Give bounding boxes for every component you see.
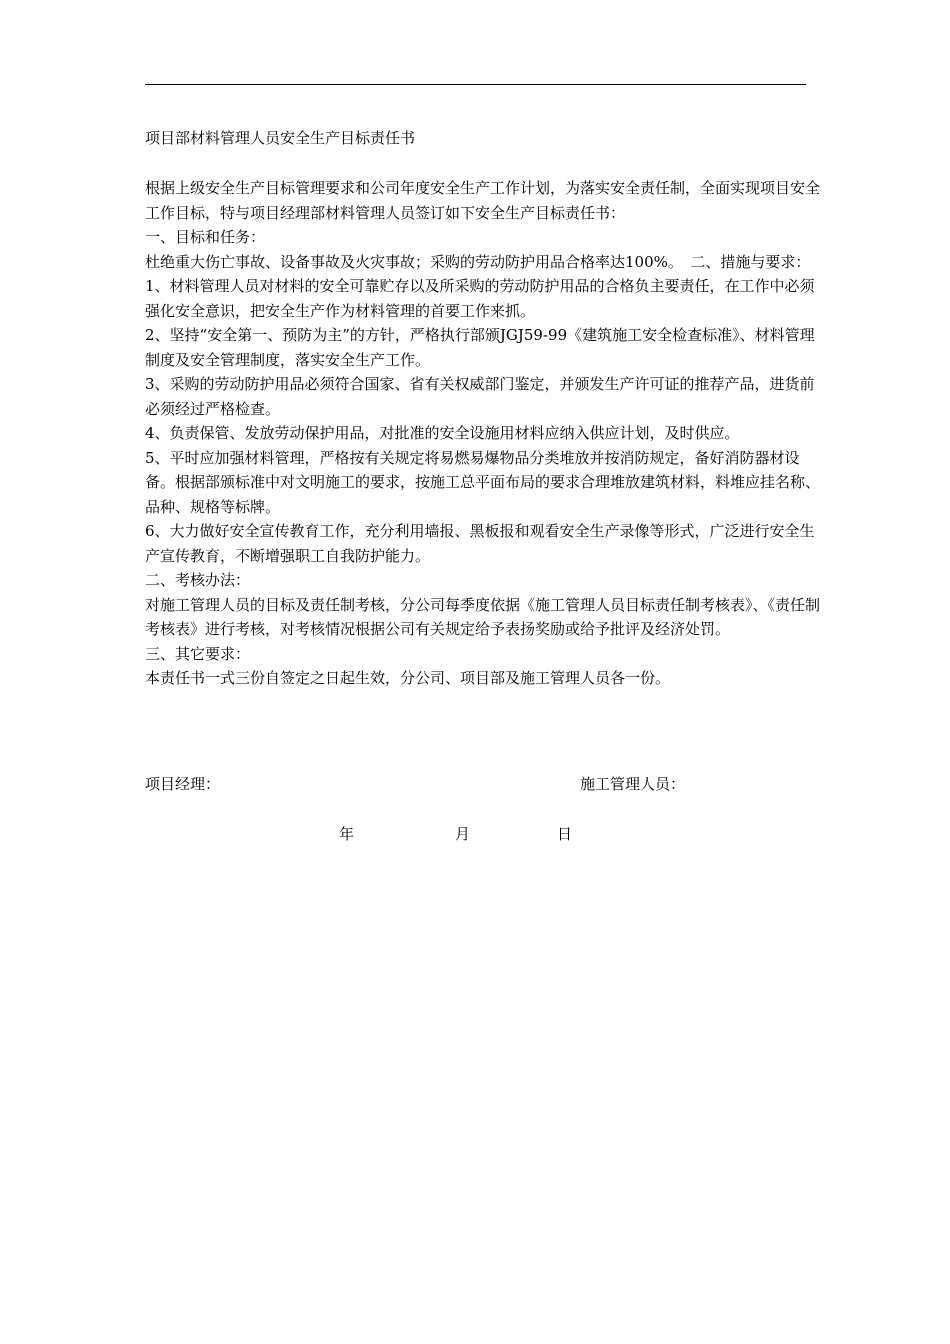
- signature-block: [145, 772, 806, 796]
- document-body: [145, 176, 820, 691]
- paragraph-measure-5: 5、平时应加强材料管理，严格按有关规定将易燃易爆物品分类堆放并按消防规定，备好消防器材设备。根据部颁标准中对文明施工的要求，按施工总平面布局的要求合理堆放建筑材料，料堆应挂名称、品种、规格等标牌。: [145, 448, 821, 516]
- paragraph-measure-4: 4、负责保管、发放劳动保护用品，对批准的安全设施用材料应纳入供应计划，及时供应。: [145, 424, 740, 442]
- paragraph-other: 本责任书一式三份自签定之日起生效，分公司、项目部及施工管理人员各一份。: [145, 669, 671, 687]
- header-rule: [145, 84, 806, 85]
- paragraph-measure-6: 6、大力做好安全宣传教育工作，充分利用墙报、黑板报和观看安全生产录像等形式，广泛进行安全生产宣传教育，不断增强职工自我防护能力。: [145, 522, 815, 565]
- date-year: 年: [339, 825, 355, 843]
- signature-construction-staff: 施工管理人员：: [580, 775, 686, 793]
- heading-other: 三、其它要求：: [145, 644, 251, 663]
- date-day: 日: [557, 825, 573, 843]
- paragraph-measure-3: 3、采购的劳动防护用品必须符合国家、省有关权威部门鉴定，并颁发生产许可证的推荐产品，进货前必须经过严格检查。: [145, 375, 815, 418]
- paragraph-goals: 杜绝重大伤亡事故、设备事故及火灾事故；采购的劳动防护用品合格率达100%。 二、措施与要求：: [145, 252, 811, 271]
- document-title: 项目部材料管理人员安全生产目标责任书: [145, 129, 416, 147]
- heading-assessment: 二、考核办法：: [145, 571, 251, 589]
- paragraph-measure-1: 1、材料管理人员对材料的安全可靠贮存以及所采购的劳动防护用品的合格负主要责任，在工作中必须强化安全意识，把安全生产作为材料管理的首要工作来抓。: [145, 277, 815, 320]
- heading-goals: 一、目标和任务：: [145, 228, 266, 246]
- paragraph-measure-2: 2、坚持“安全第一、预防为主”的方针，严格执行部颁JGJ59-99《建筑施工安全检查标准》、材料管理制度及安全管理制度，落实安全生产工作。: [145, 326, 815, 369]
- paragraph-intro: 根据上级安全生产目标管理要求和公司年度安全生产工作计划，为落实安全责任制，全面实现项目安全工作目标，特与项目经理部材料管理人员签订如下安全生产目标责任书：: [145, 179, 821, 222]
- paragraph-assessment: 对施工管理人员的目标及责任制考核，分公司每季度依据《施工管理人员目标责任制考核表》、《责任制考核表》进行考核，对考核情况根据公司有关规定给予表扬奖励或给予批评及经济处罚。: [145, 595, 821, 638]
- date-month: 月: [455, 825, 471, 843]
- signature-project-manager: 项目经理：: [145, 775, 221, 793]
